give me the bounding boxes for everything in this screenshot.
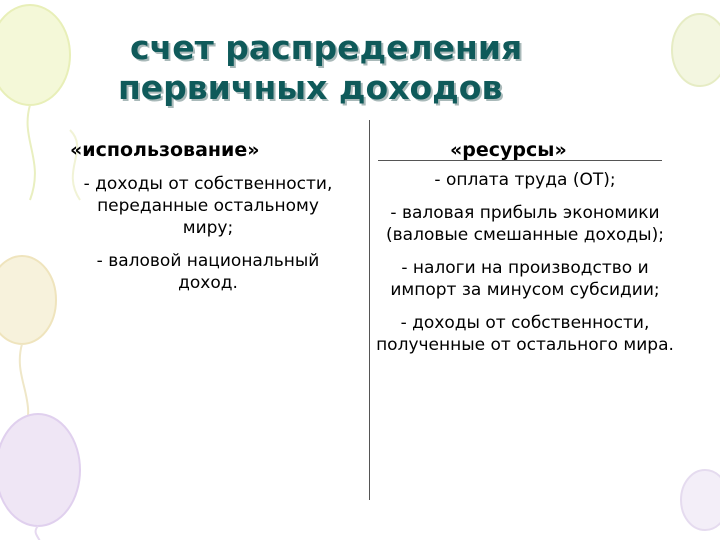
- right-item: - налоги на производство и импорт за минусом субсидии;: [390, 258, 660, 300]
- left-column: [76, 173, 340, 305]
- left-column-header: «использование»: [70, 139, 260, 161]
- slide-title: [118, 28, 678, 108]
- right-item: - доходы от собственности, полученные от остального мира.: [376, 313, 674, 355]
- title-line-1: счет распределения: [130, 28, 523, 67]
- title-line-2: первичных доходов: [118, 68, 503, 107]
- right-item: - валовая прибыль экономики (валовые смешанные доходы);: [386, 203, 664, 245]
- right-column-header: «ресурсы»: [450, 139, 567, 161]
- left-item: - валовой национальный доход.: [96, 251, 320, 293]
- right-column: [366, 169, 684, 367]
- left-item: - доходы от собственности, переданные остальному миру;: [83, 174, 333, 238]
- right-item: - оплата труда (ОТ);: [434, 170, 616, 190]
